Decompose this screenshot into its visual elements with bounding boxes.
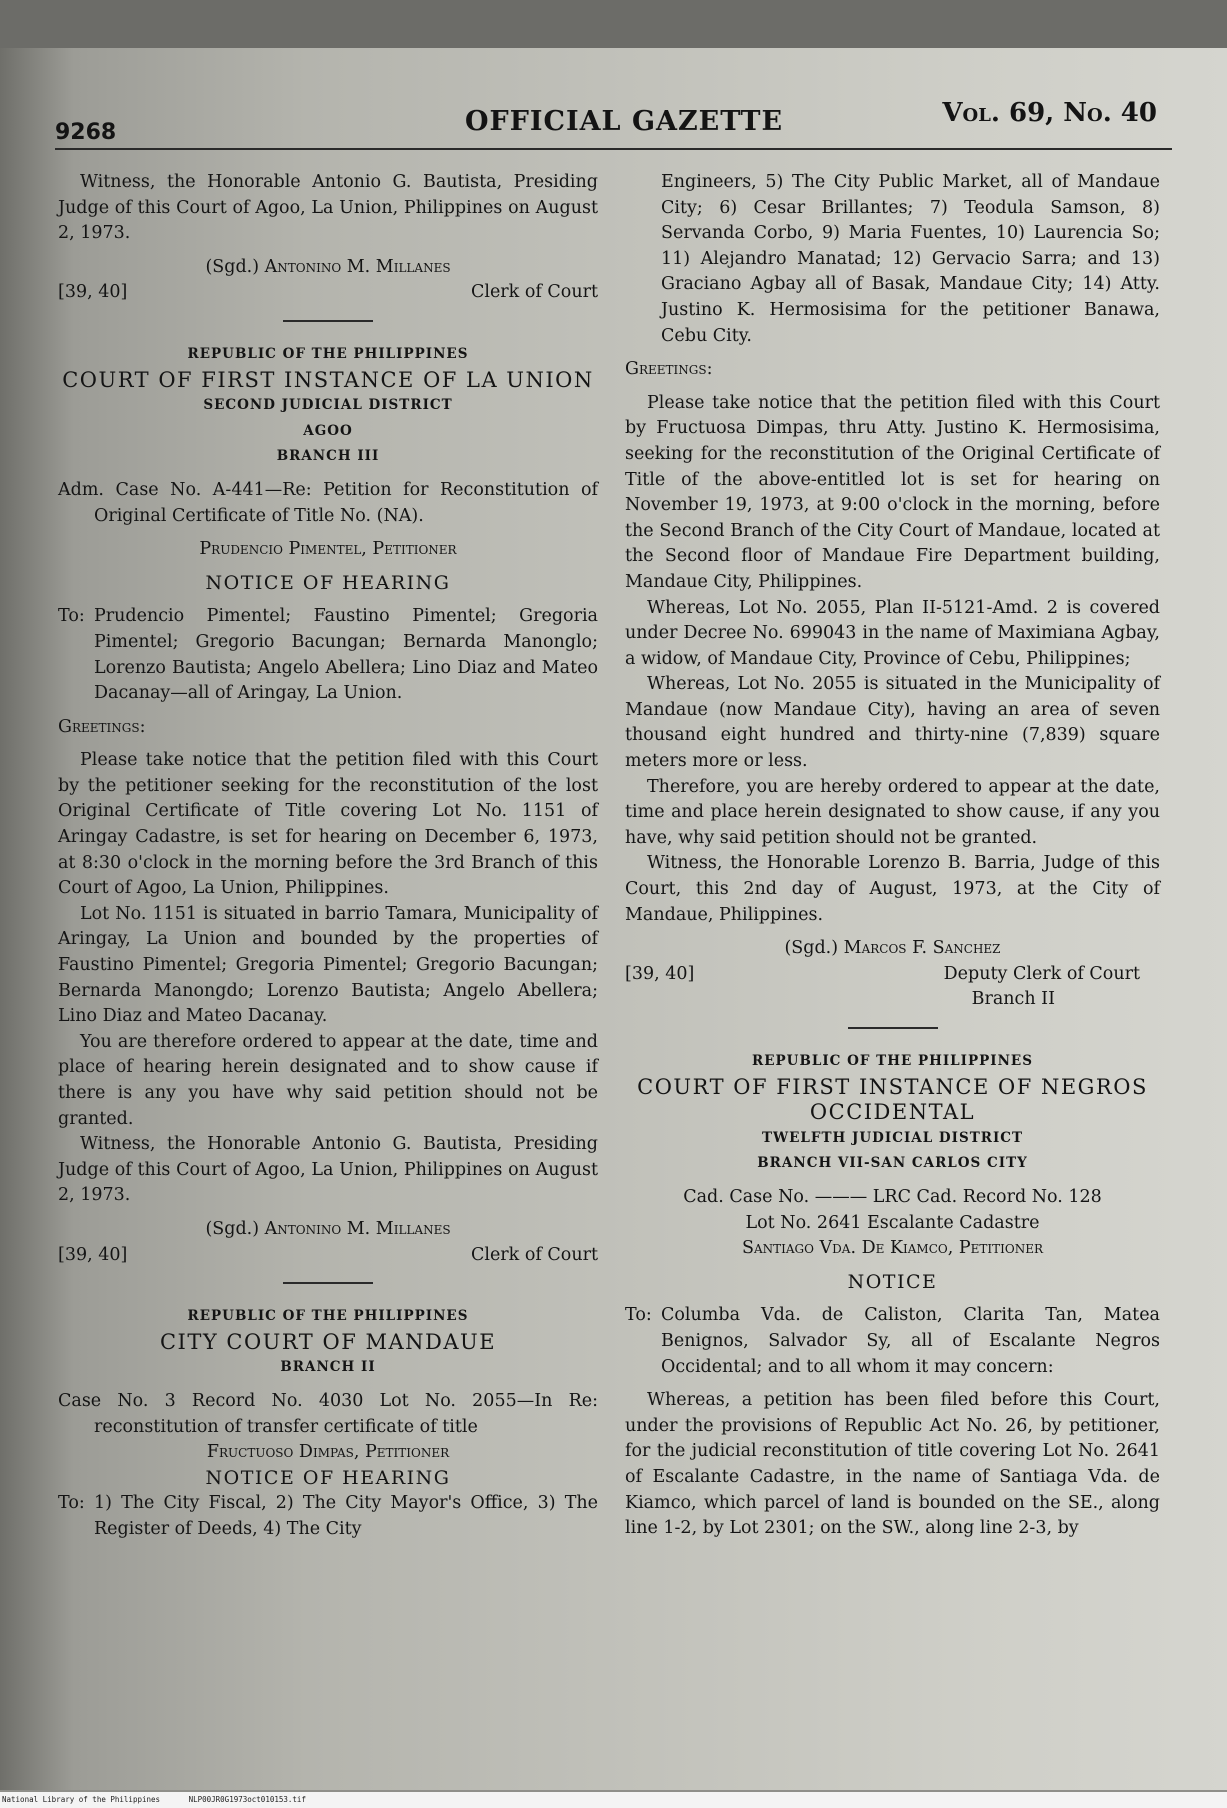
issue-ref: [39, 40] — [625, 963, 695, 984]
greetings: Greetings: — [625, 359, 713, 380]
signature-footer — [58, 280, 598, 306]
to-label: To: — [58, 1493, 85, 1514]
body-paragraph: Therefore, you are hereby ordered to appear at the date, time and place herein designated to show cause, if any you have, why said petition should not be granted. — [625, 776, 1160, 848]
notice-title: NOTICE OF HEARING — [205, 571, 451, 594]
notice-block-3 — [58, 1304, 598, 1542]
addressees — [58, 604, 598, 706]
header-rule — [55, 148, 1172, 150]
petitioner-line: Prudencio Pimentel, Petitioner — [199, 539, 457, 560]
right-column — [625, 170, 1160, 1542]
lot-line: Lot No. 2641 Escalante Cadastre — [745, 1212, 1040, 1233]
page-number: 9268 — [55, 120, 117, 145]
notice-block-3-cont — [625, 170, 1160, 1013]
body-paragraph: Please take notice that the petition filed with this Court by Fructuosa Dimpas, thru Atty. Justino K. Hermosisima, seeking for the reconstitution of the Original Certificate of Title of the above-entitled lot is set for hearing on November 19, 1973, at 9:00 o'clock in the morning, before the Second Branch of the City Court of Mandaue, located at the Second floor of Mandaue Fire Department building, Mandaue City, Philippines. — [625, 392, 1160, 592]
scan-edge — [0, 0, 1227, 48]
signature-footer — [625, 962, 1160, 988]
signer-name: Antonino M. Millanes — [264, 1218, 451, 1239]
republic-heading: REPUBLIC OF THE PHILIPPINES — [187, 1308, 469, 1325]
gazette-title: OFFICIAL GAZETTE — [465, 106, 784, 137]
addressee-list: 1) The City Fiscal, 2) The City Mayor's Office, 3) The Register of Deeds, 4) The City — [94, 1493, 598, 1539]
sgd-label: (Sgd.) — [205, 1218, 260, 1239]
court-heading: COURT OF FIRST INSTANCE OF LA UNION — [62, 367, 594, 392]
court-heading: CITY COURT OF MANDAUE — [159, 1329, 497, 1354]
district-heading: TWELFTH JUDICIAL DISTRICT — [761, 1129, 1024, 1146]
left-column — [58, 170, 598, 1543]
notice-title: NOTICE — [847, 1270, 938, 1293]
addressees — [625, 1303, 1160, 1380]
scan-filename: NLP00JR0G1973oct010153.tif — [188, 1795, 306, 1804]
notice-block-4 — [625, 1049, 1160, 1542]
case-title: Case No. 3 Record No. 4030 Lot No. 2055—In Re: reconstitution of transfer certificate of title — [58, 1390, 598, 1437]
district-heading: SECOND JUDICIAL DISTRICT — [203, 397, 453, 414]
body-paragraph: Whereas, a petition has been filed before this Court, under the provisions of Republic Act No. 26, by petitioner, for the judicial reconstitution of title covering Lot No. 2641 of Escalante Cadastre, in the name of Santiaga Vda. de Kiamco, which parcel of land is bounded on the SE., along line 1-2, by Lot 2301; on the SW., along line 2-3, by — [625, 1390, 1160, 1539]
greetings: Greetings: — [58, 716, 146, 737]
addressee-list-continued: Engineers, 5) The City Public Market, all of Mandaue City; 6) Cesar Brillantes; 7) Teodula Samson, 8) Servanda Corbo, 9) Maria Fuentes, 10) Laurencia So; 11) Alejandro Manatad; 12) Gervacio Sarra; and 13) Graciano Agbay all of Basak, Mandaue City; 14) Atty. Justino K. Hermosisima for the petitioner Banawa, Cebu City. — [661, 172, 1160, 346]
signer-name: Antonino M. Millanes — [264, 256, 451, 277]
witness-paragraph: Witness, the Honorable Antonio G. Bautista, Presiding Judge of this Court of Agoo, La Union, Philippines on August 2, 1973. — [58, 172, 598, 244]
sgd-label: (Sgd.) — [784, 938, 839, 959]
body-paragraph: Lot No. 1151 is situated in barrio Tamara, Municipality of Aringay, La Union and bounded by the properties of Faustino Pimentel; Gregoria Pimentel; Gregorio Bacungan; Bernarda Manongdo; Lorenzo Bautista; Angelo Abellera; Lino Diaz and Mateo Dacanay. — [58, 903, 598, 1027]
signer-role: Clerk of Court — [470, 1244, 598, 1265]
gazette-header — [55, 92, 1157, 144]
sgd-label: (Sgd.) — [205, 256, 260, 277]
issue-ref: [39, 40] — [58, 282, 128, 303]
branch-heading: BRANCH III — [276, 448, 380, 465]
addressee-list: Prudencio Pimentel; Faustino Pimentel; Gregoria Pimentel; Gregorio Bacungan; Bernarda Manonglo; Lorenzo Bautista; Angelo Abellera; Lino Diaz and Mateo Dacanay—all of Aringay, La Union. — [94, 606, 598, 704]
to-label: To: — [625, 1305, 652, 1326]
body-paragraph: Whereas, Lot No. 2055, Plan II-5121-Amd. 2 is covered under Decree No. 699043 in the name of Maximiana Agbay, a widow, of Mandaue City, Province of Cebu, Philippines; — [625, 597, 1160, 669]
branch-heading: BRANCH II — [280, 1359, 376, 1376]
body-paragraph: Whereas, Lot No. 2055 is situated in the Municipality of Mandaue (now Mandaue City), having an area of seven thousand eight hundred and thirty-nine (7,839) square meters more or less. — [625, 674, 1160, 772]
signature-footer — [58, 1243, 598, 1269]
issue-ref: [39, 40] — [58, 1244, 128, 1265]
notice-block-2 — [58, 342, 598, 1268]
signature-line — [58, 255, 598, 281]
section-divider — [283, 320, 373, 322]
addressees — [58, 1491, 598, 1542]
signature-line — [625, 936, 1160, 962]
republic-heading: REPUBLIC OF THE PHILIPPINES — [752, 1053, 1033, 1069]
court-heading: COURT OF FIRST INSTANCE OF NEGROS OCCIDENTAL — [637, 1074, 1148, 1125]
body-paragraph: You are therefore ordered to appear at the date, time and place of hearing herein designated and to show cause if there is any you have why said petition should not be granted. — [58, 1031, 598, 1129]
section-divider — [848, 1027, 938, 1029]
notice-block-1-end — [58, 170, 598, 306]
to-label: To: — [58, 606, 85, 627]
section-divider — [283, 1282, 373, 1284]
signer-role: Deputy Clerk of Court — [943, 963, 1140, 984]
branch-heading: BRANCH VII-SAN CARLOS CITY — [757, 1155, 1028, 1172]
scan-footer — [0, 1792, 1227, 1808]
petitioner-line: Fructuoso Dimpas, Petitioner — [206, 1442, 450, 1463]
signer-branch: Branch II — [971, 989, 1055, 1010]
republic-heading: REPUBLIC OF THE PHILIPPINES — [187, 345, 469, 362]
notice-title: NOTICE OF HEARING — [205, 1466, 451, 1489]
volume-number: Vol. 69, No. 40 — [942, 98, 1157, 128]
case-title: Adm. Case No. A-441—Re: Petition for Reconstitution of Original Certificate of Title No. (NA). — [58, 479, 598, 526]
case-title: Cad. Case No. ——— LRC Cad. Record No. 128 — [683, 1186, 1102, 1207]
petitioner-line: Santiago Vda. De Kiamco, Petitioner — [741, 1238, 1044, 1259]
signature-line — [58, 1217, 598, 1243]
body-paragraph: Please take notice that the petition filed with this Court by the petitioner seeking for the reconstitution of the lost Original Certificate of Title covering Lot No. 1151 of Aringay Cadastre, is set for hearing on December 6, 1973, at 8:30 o'clock in the morning before the 3rd Branch of this Court of Agoo, La Union, Philippines. — [58, 750, 598, 899]
signer-name: Marcos F. Sanchez — [843, 938, 1001, 959]
witness-paragraph: Witness, the Honorable Lorenzo B. Barria, Judge of this Court, this 2nd day of August, 1973, at the City of Mandaue, Philippines. — [625, 853, 1160, 925]
witness-paragraph: Witness, the Honorable Antonio G. Bautista, Presiding Judge of this Court of Agoo, La Union, Philippines on August 2, 1973. — [58, 1134, 598, 1206]
signer-role: Clerk of Court — [470, 282, 598, 303]
addressee-list: Columba Vda. de Caliston, Clarita Tan, Matea Benignos, Salvador Sy, all of Escalante Negros Occidental; and to all whom it may concern: — [661, 1305, 1160, 1377]
library-source: National Library of the Philippines — [2, 1795, 161, 1804]
place-heading: AGOO — [303, 422, 353, 439]
